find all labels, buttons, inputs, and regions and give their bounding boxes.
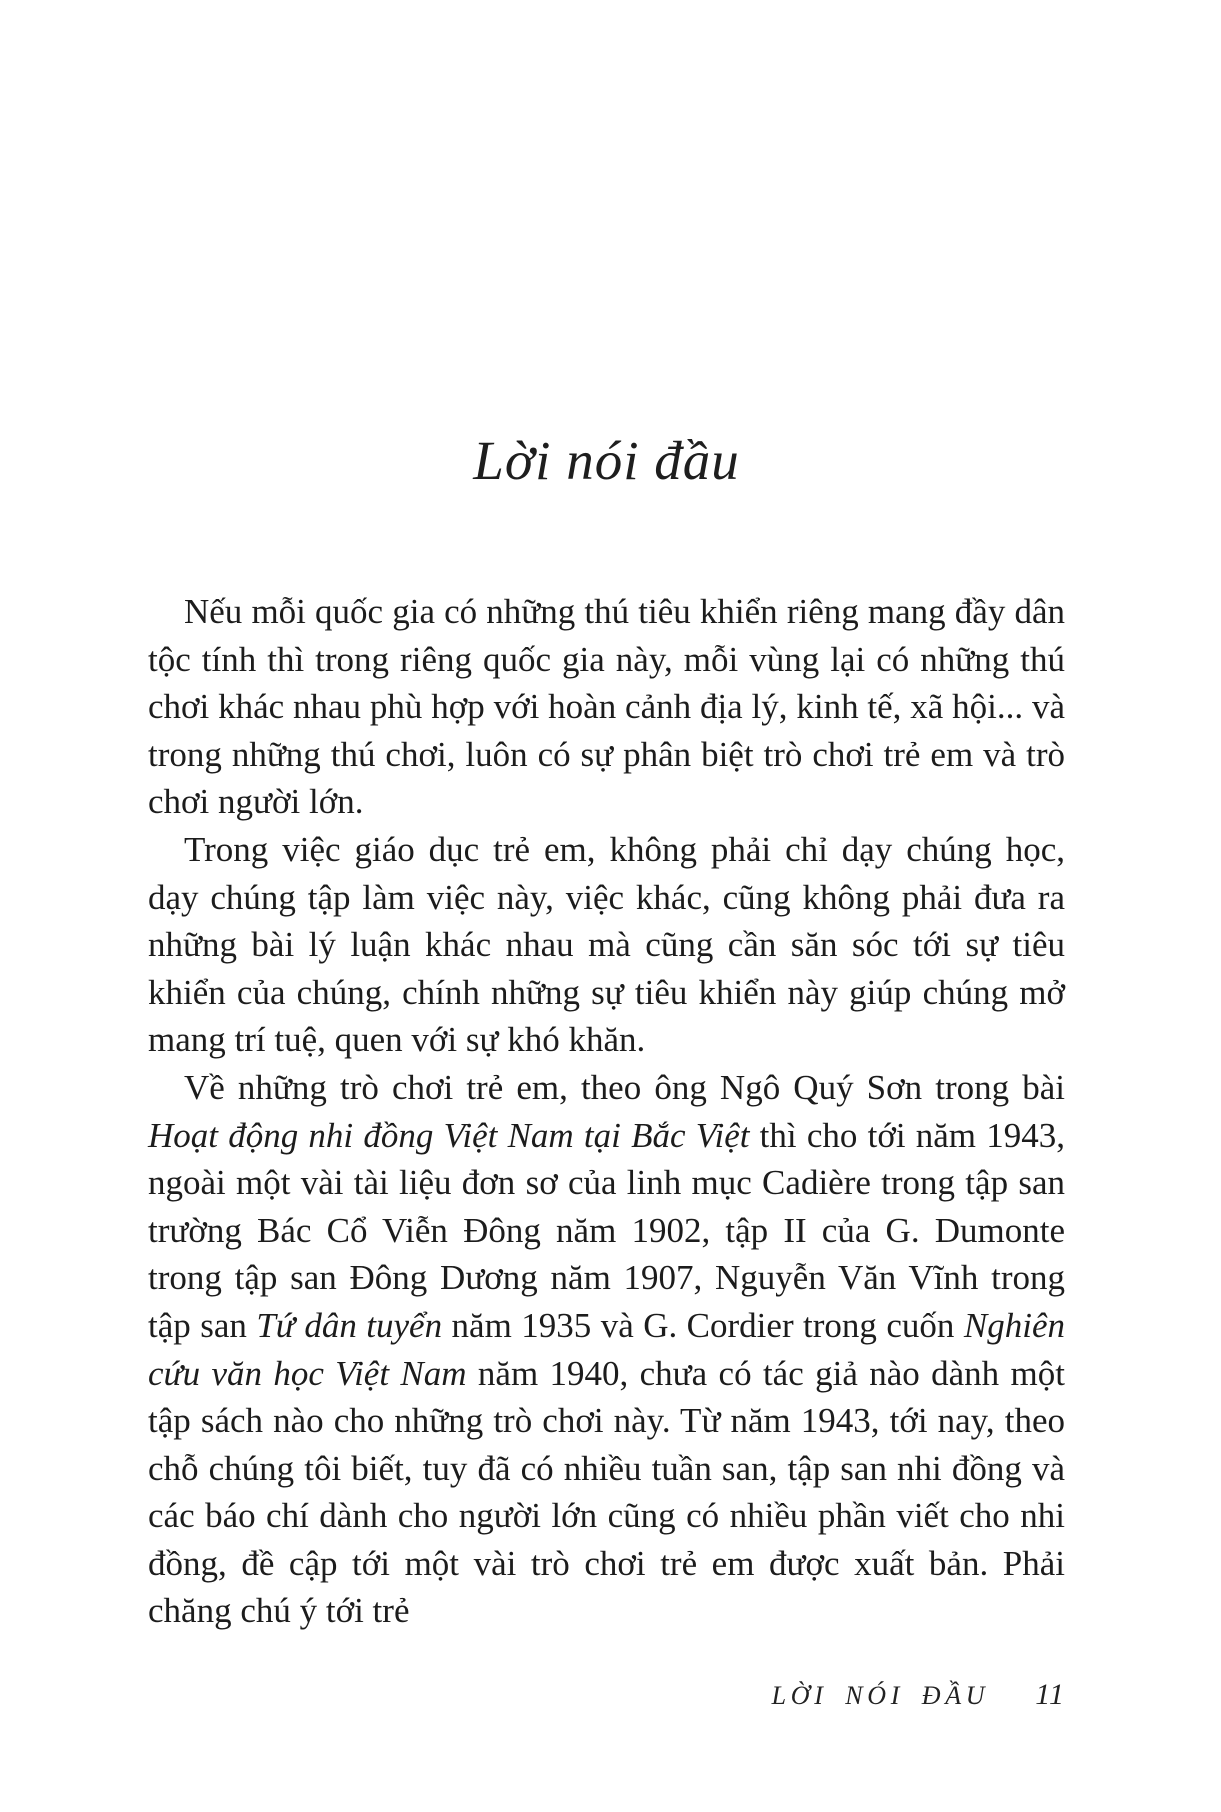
paragraph-run: Nếu mỗi quốc gia có những thú tiêu khiển riêng mang đầy dân tộc tính thì trong riêng quốc gia này, mỗi vùng lại có những thú chơi khác nhau phù hợp với hoàn cảnh địa lý, kinh tế, xã hội... và trong những thú chơi, luôn có sự phân biệt trò chơi trẻ em và trò chơi người lớn. — [148, 592, 1065, 822]
paragraph — [148, 826, 1065, 1064]
paragraph-run: Về những trò chơi trẻ em, theo ông Ngô Quý Sơn trong bài — [184, 1067, 1065, 1107]
book-title-run: Nghiên cứu văn học Việt Nam — [148, 1305, 1065, 1393]
paragraph — [148, 588, 1065, 826]
page-title: Lời nói đầu — [473, 429, 740, 491]
paragraph-run: năm 1935 và G. Cordier trong cuốn — [442, 1305, 964, 1345]
paragraph-run: Trong việc giáo dục trẻ em, không phải chỉ dạy chúng học, dạy chúng tập làm việc này, việc khác, cũng không phải đưa ra những bài lý luận khác nhau mà cũng cần săn sóc tới sự tiêu khiển của chúng, chính những sự tiêu khiển này giúp chúng mở mang trí tuệ, quen với sự khó khăn. — [148, 829, 1065, 1060]
paragraph — [148, 1064, 1065, 1635]
running-header-label: LỜI NÓI ĐẦU — [771, 1681, 990, 1710]
paragraph-run: thì cho tới năm 1943, ngoài một vài tài liệu đơn sơ của linh mục Cadière trong tập san trường Bác Cổ Viễn Đông năm 1902, tập II của G. Dumonte trong tập san Đông Dương năm 1907, Nguyễn Văn Vĩnh trong tập san — [148, 1115, 1065, 1345]
page-number: 11 — [1035, 1678, 1065, 1711]
body-text — [148, 588, 1065, 1635]
book-title-run: Tứ dân tuyển — [256, 1305, 443, 1345]
book-title-run: Hoạt động nhi đồng Việt Nam tại Bắc Việt — [148, 1115, 750, 1155]
paragraph-run: năm 1940, chưa có tác giả nào dành một tập sách nào cho những trò chơi này. Từ năm 1943, tới nay, theo chỗ chúng tôi biết, tuy đã có nhiều tuần san, tập san nhi đồng và các báo chí dành cho người lớn cũng có nhiều phần viết cho nhi đồng, đề cập tới một vài trò chơi trẻ em được xuất bản. Phải chăng chú ý tới trẻ — [148, 1353, 1065, 1631]
page-footer — [148, 1678, 1065, 1712]
